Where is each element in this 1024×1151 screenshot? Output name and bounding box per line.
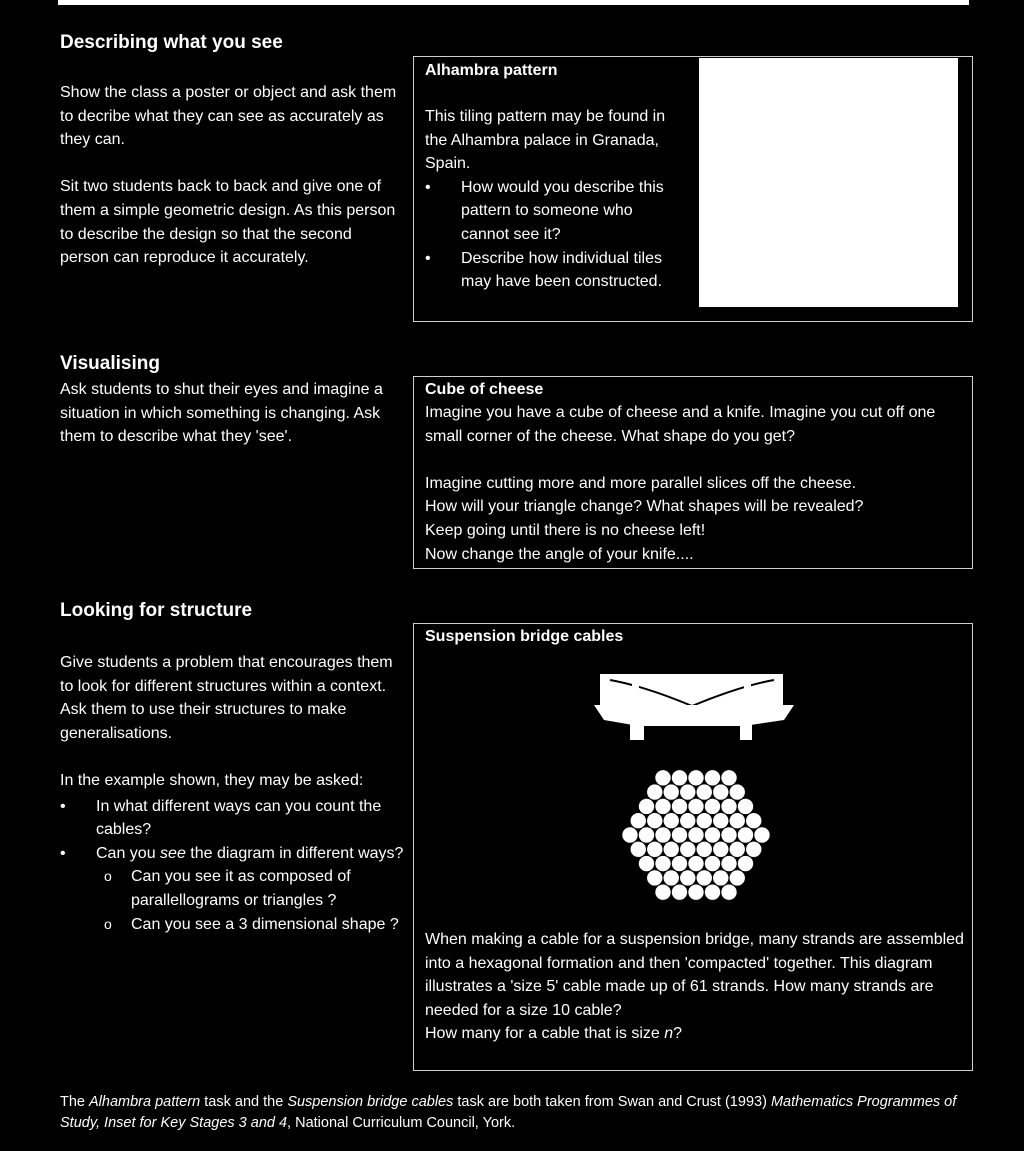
cable-strand — [647, 784, 663, 800]
cable-strand — [721, 770, 737, 786]
cable-strand — [746, 841, 762, 857]
cable-strand — [729, 813, 745, 829]
suspension-bridge-image — [594, 672, 794, 744]
cheese-box — [413, 376, 973, 569]
cable-strand — [680, 813, 696, 829]
cable-strand — [696, 870, 712, 886]
footer-emphasis: Mathematics Programmes of Study, Inset for Key Stages 3 and 4 — [60, 1094, 957, 1131]
alhambra-box — [413, 56, 973, 322]
cable-strand — [630, 841, 646, 857]
footer-text: The — [60, 1094, 90, 1110]
describing-para-2: Sit two students back to back and give one of them a simple geometric design. As this person to describe the design so that the second person can reproduce it accurately. — [60, 178, 396, 267]
cable-strand — [713, 784, 729, 800]
section-structure-text — [60, 651, 405, 936]
cable-strand — [647, 813, 663, 829]
cable-strand — [655, 827, 671, 843]
cable-strand — [655, 884, 671, 900]
structure-question-list — [60, 795, 405, 937]
structure-sub-list — [96, 865, 405, 936]
cables-title: Suspension bridge cables — [425, 628, 624, 645]
cable-strand — [688, 798, 704, 814]
structure-para-3: In the example shown, they may be asked: — [60, 771, 364, 789]
list-item: • How would you describe this pattern to someone who cannot see it? — [425, 176, 685, 247]
list-item — [60, 842, 405, 936]
cable-strand — [672, 798, 688, 814]
cable-strand — [663, 784, 679, 800]
cable-strand — [688, 770, 704, 786]
cable-strand — [713, 870, 729, 886]
cable-strand — [705, 770, 721, 786]
alhambra-title: Alhambra pattern — [425, 62, 558, 79]
cable-strand — [647, 870, 663, 886]
footer-emphasis: Alhambra pattern — [89, 1094, 201, 1110]
cable-strand — [647, 841, 663, 857]
cheese-text — [425, 379, 965, 566]
cables-question — [425, 1022, 965, 1046]
cable-strand — [680, 841, 696, 857]
question-text: How many for a cable that is size — [425, 1025, 665, 1043]
cable-strand — [639, 798, 655, 814]
section-title-describing: Describing what you see — [60, 32, 283, 53]
footer-text: , National Curriculum Council, York. — [287, 1115, 516, 1131]
list-item: o Can you see it as composed of parallellograms or triangles ? — [96, 865, 405, 912]
cables-para: When making a cable for a suspension bridge, many strands are assembled into a hexagonal formation and then 'compacted' together. This diagram illustrates a 'size 5' cable made up of 61 strands. How many strands are needed for a size 10 cable? — [425, 931, 964, 1019]
alhambra-pattern-image — [699, 58, 958, 307]
cable-strand — [672, 770, 688, 786]
cable-strand — [688, 827, 704, 843]
section-title-visualising: Visualising — [60, 353, 160, 374]
cheese-line: Imagine cutting more and more parallel slices off the cheese. — [425, 474, 857, 492]
list-item: o Can you see a 3 dimensional shape ? — [96, 913, 405, 937]
footer-text: task and the — [200, 1094, 288, 1110]
cables-text — [425, 928, 965, 1046]
strand-group — [622, 770, 770, 900]
cable-strand — [713, 813, 729, 829]
cable-strand — [721, 798, 737, 814]
cable-strand — [663, 813, 679, 829]
bullet-text: Can you — [96, 844, 161, 862]
cable-strand — [663, 841, 679, 857]
cable-strand — [738, 856, 754, 872]
cheese-para-1: Imagine you have a cube of cheese and a knife. Imagine you cut off one small corner of the cheese. What shape do you get? — [425, 404, 936, 445]
cable-strand — [754, 827, 770, 843]
structure-para-1: Give students a problem that encourages them to look for different structures within a context. — [60, 654, 393, 695]
cheese-line: How will your triangle change? What shapes will be revealed? — [425, 498, 864, 516]
cable-strand — [672, 856, 688, 872]
cable-strand — [655, 798, 671, 814]
cable-strand — [680, 784, 696, 800]
cheese-line: Now change the angle of your knife.... — [425, 545, 694, 563]
list-item: • Describe how individual tiles may have been constructed. — [425, 247, 685, 294]
cable-strand — [630, 813, 646, 829]
cable-strand — [655, 770, 671, 786]
cable-strand — [721, 884, 737, 900]
cable-strand — [746, 813, 762, 829]
cable-strand — [680, 870, 696, 886]
cable-strand — [639, 856, 655, 872]
cable-strand — [721, 856, 737, 872]
list-item: • In what different ways can you count the cables? — [60, 795, 405, 842]
cable-strand — [705, 798, 721, 814]
cable-strand — [729, 841, 745, 857]
alhambra-question-list — [425, 176, 685, 294]
question-text: ? — [673, 1025, 683, 1043]
alhambra-intro: This tiling pattern may be found in the Alhambra palace in Granada, Spain. — [425, 108, 666, 173]
cable-strand — [729, 784, 745, 800]
cable-strand — [688, 884, 704, 900]
visualising-para: Ask students to shut their eyes and imagine a situation in which something is changing. Ask them to describe what they 'see'. — [60, 381, 383, 446]
bullet-text: the diagram in different ways? — [185, 844, 404, 862]
hexagonal-cable-image — [611, 765, 781, 905]
cable-strand — [672, 884, 688, 900]
describing-para-1: Show the class a poster or object and ask them to decribe what they can see as accurately as they can. — [60, 84, 397, 149]
cable-strand — [663, 870, 679, 886]
section-visualising-text — [60, 378, 405, 449]
cable-strand — [639, 827, 655, 843]
cheese-title: Cube of cheese — [425, 381, 544, 398]
cable-strand — [696, 841, 712, 857]
cable-strand — [713, 841, 729, 857]
footer-text: task are both taken from Swan and Crust (1993) — [453, 1094, 771, 1110]
cable-strand — [705, 884, 721, 900]
cable-strand — [655, 856, 671, 872]
cable-strand — [705, 856, 721, 872]
section-describing-text — [60, 81, 405, 270]
cable-strand — [738, 798, 754, 814]
question-variable: n — [664, 1025, 674, 1043]
footer-emphasis: Suspension bridge cables — [287, 1094, 454, 1110]
cable-strand — [729, 870, 745, 886]
cable-strand — [721, 827, 737, 843]
cheese-line: Keep going until there is no cheese left! — [425, 521, 706, 539]
cables-box — [413, 623, 973, 1071]
top-rule — [58, 0, 969, 5]
cable-strand — [688, 856, 704, 872]
alhambra-text — [425, 60, 685, 294]
cable-strand — [672, 827, 688, 843]
cable-strand — [622, 827, 638, 843]
cable-strand — [696, 784, 712, 800]
bullet-emphasis: see — [160, 844, 186, 862]
cable-strand — [738, 827, 754, 843]
cable-strand — [696, 813, 712, 829]
cable-strand — [705, 827, 721, 843]
section-title-structure: Looking for structure — [60, 600, 253, 621]
footer-citation — [60, 1092, 970, 1134]
structure-para-2: Ask them to use their structures to make generalisations. — [60, 701, 347, 742]
